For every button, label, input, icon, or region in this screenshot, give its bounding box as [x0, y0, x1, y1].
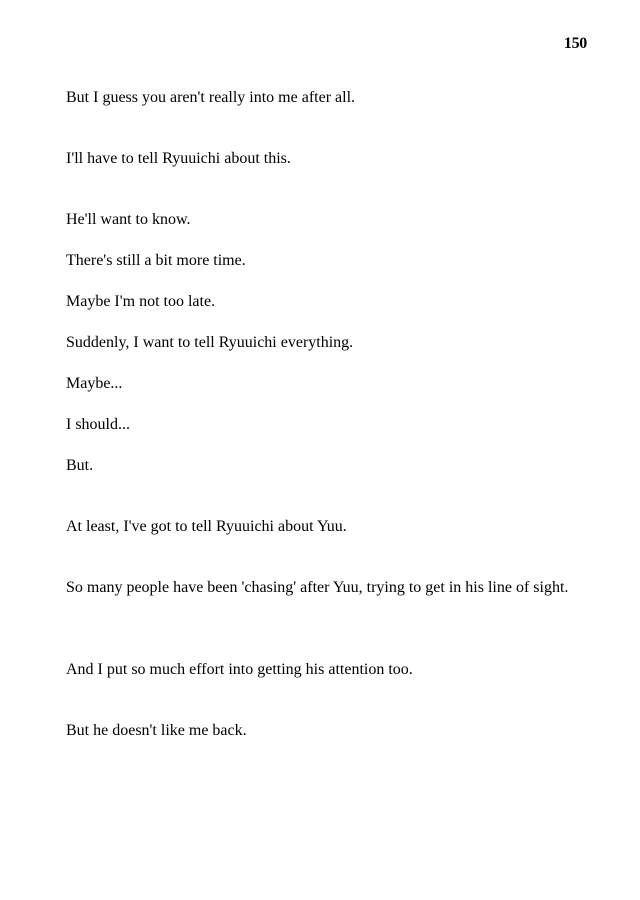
paragraph-6: Suddenly, I want to tell Ryuuichi everything.: [66, 334, 354, 351]
page-number: 150: [563, 35, 587, 52]
paragraph-9: But.: [66, 457, 94, 474]
paragraph-1: But I guess you aren't really into me after all.: [66, 89, 356, 106]
paragraph-8: I should...: [66, 416, 130, 433]
paragraph-2: I'll have to tell Ryuuichi about this.: [66, 150, 291, 167]
paragraph-7: Maybe...: [66, 375, 123, 392]
paragraph-3: He'll want to know.: [66, 211, 191, 228]
paragraph-12: And I put so much effort into getting his attention too.: [66, 661, 413, 678]
paragraph-5: Maybe I'm not too late.: [66, 293, 216, 310]
paragraph-10: At least, I've got to tell Ryuuichi about Yuu.: [66, 518, 347, 535]
paragraph-11: So many people have been 'chasing' after Yuu, trying to get in his line of sight.: [66, 579, 569, 596]
paragraph-4: There's still a bit more time.: [66, 252, 246, 269]
paragraph-13: But he doesn't like me back.: [66, 722, 247, 739]
